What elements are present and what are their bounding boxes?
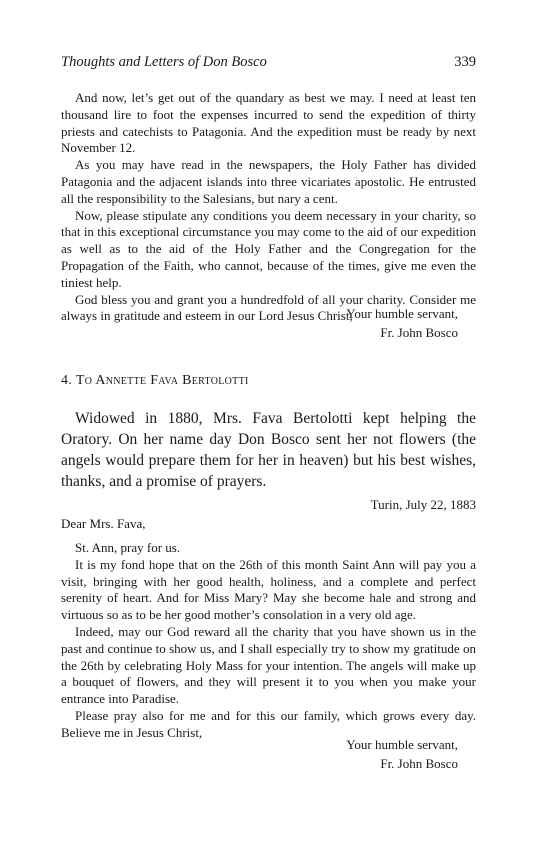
section-intro <box>61 408 476 492</box>
paragraph: Indeed, may our God reward all the charity that you have shown us in the past and continue to show us, and I shall especially try to show my gratitude on the 26th by celebrating Holy Mass for your intention. The angels will make up a bouquet of flowers, and they will present it to you when you make your entrance into Paradise. <box>61 623 476 707</box>
section-heading <box>61 373 249 389</box>
section-number: 4. <box>61 373 73 388</box>
salutation: Dear Mrs. Fava, <box>61 516 146 531</box>
closing: Your humble servant, <box>346 306 458 321</box>
paragraph: God bless you and grant you a hundredfold of all your charity. Consider me always in gratitude and esteem in our Lord Jesus Christ, <box>61 291 476 324</box>
page-number: 339 <box>454 54 476 70</box>
intro-paragraph: Widowed in 1880, Mrs. Fava Bertolotti kept helping the Oratory. On her name day Don Bosco sent her not flowers (the angels would prepare them for her in heaven) but his best wishes, thanks, and a promise of prayers. <box>61 410 476 490</box>
book-title: Thoughts and Letters of Don Bosco <box>61 54 267 70</box>
letter-1-signature-block <box>258 304 476 342</box>
dateline: Turin, July 22, 1883 <box>370 497 476 512</box>
paragraph: Now, please stipulate any conditions you deem necessary in your charity, so that in this exceptional circumstance you may come to the aid of our expedition as well as to the aid of the Holy Father and the Congregation for the Propagation of the Faith, who cannot, because of the times, give me even the tiniest help. <box>61 207 476 290</box>
letter-1-body <box>61 90 476 325</box>
paragraph: And now, let’s get out of the quandary as best we may. I need at least ten thousand lire to foot the expenses incurred to send the expedition of thirty priests and catechists to Patagonia. And the expedition must be ready by next November 12. <box>61 90 476 156</box>
section-title: To Annette Fava Bertolotti <box>75 373 249 388</box>
letter-2-signature-block <box>258 735 476 773</box>
closing: Your humble servant, <box>346 737 458 752</box>
paragraph: St. Ann, pray for us. <box>75 540 181 555</box>
signature: Fr. John Bosco <box>380 756 458 771</box>
signature: Fr. John Bosco <box>380 325 458 340</box>
running-head <box>61 54 476 71</box>
letter-2-body <box>61 540 476 742</box>
paragraph: It is my fond hope that on the 26th of this month Saint Ann will pay you a visit, bringing with her good health, holiness, and a complete and perfect serenity of heart. And for Miss Mary? May she become hale and strong and virtuous so as to be her good mother’s consolation in a very old age. <box>61 556 476 623</box>
paragraph: As you may have read in the newspapers, the Holy Father has divided Patagonia and the adjacent islands into three vicariates apostolic. He entrusted all the responsibility to the Salesians, but nary a cent. <box>61 157 476 206</box>
paragraph: Please pray also for me and for this our family, which grows every day. Believe me in Jesus Christ, <box>61 707 476 740</box>
